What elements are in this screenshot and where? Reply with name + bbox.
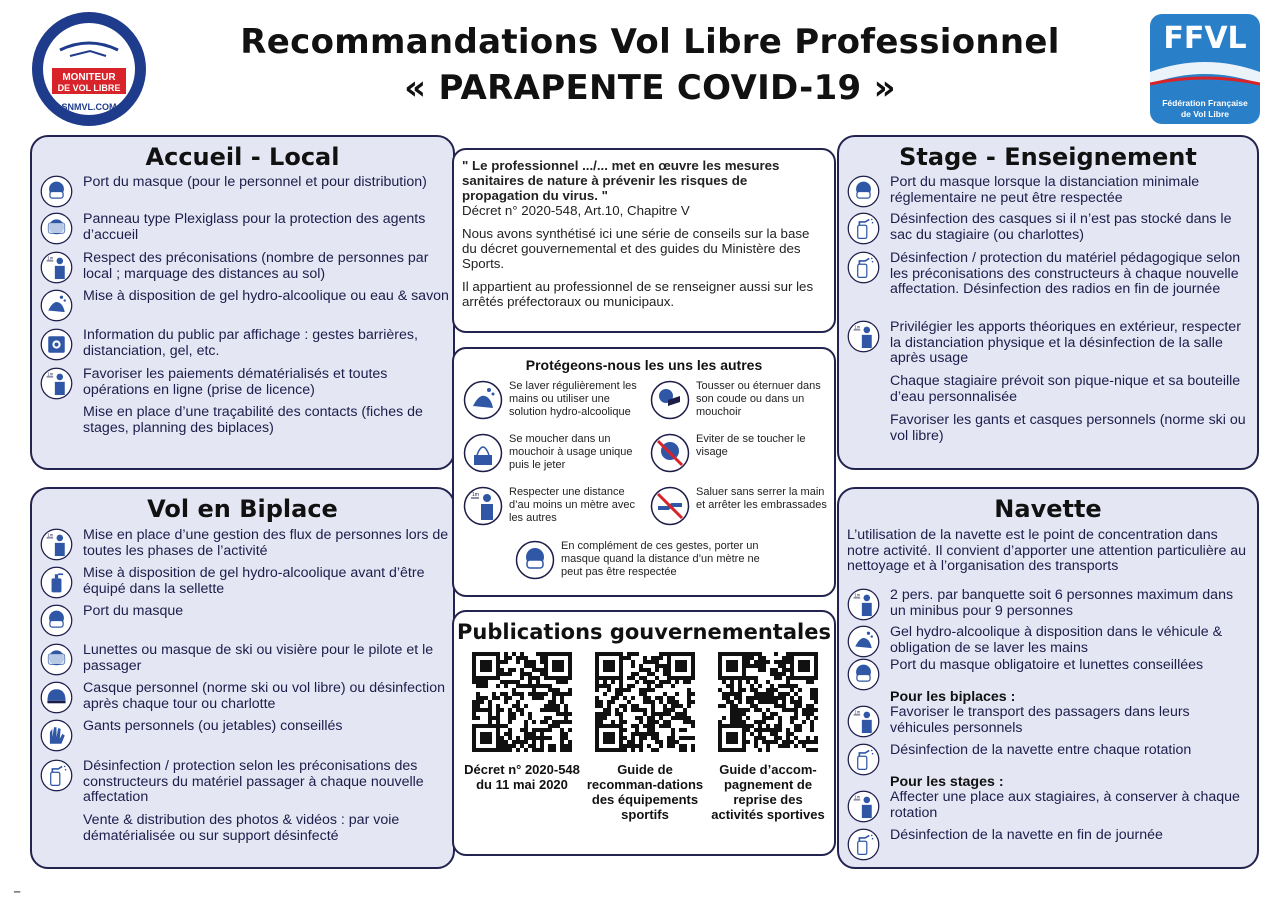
distance-person-icon [847, 320, 880, 353]
svg-text:FFVL: FFVL [1163, 21, 1247, 56]
page-title-line2: « PARAPENTE COVID-19 » [404, 68, 896, 108]
list-item-text: Panneau type Plexiglass pour la protection des agents d’accueil [83, 211, 426, 243]
svg-text:SNMVL.COM: SNMVL.COM [61, 102, 117, 112]
list-item [847, 743, 1252, 776]
svg-text:1m: 1m [472, 492, 479, 498]
spray-icon [847, 212, 880, 245]
publication-caption: Guide d’accom-pagnement de reprise des activités sportives [711, 762, 825, 822]
virus-sign-icon [40, 328, 73, 361]
distance-person-icon [463, 486, 503, 526]
helmet-icon [40, 681, 73, 714]
svg-text:1m: 1m [854, 709, 861, 715]
gesture-item [463, 380, 643, 420]
gesture-item [650, 433, 830, 473]
svg-text:1m: 1m [47, 532, 54, 538]
list-item [40, 367, 450, 400]
gesture-text: Se laver régulièrement les mains ou utiliser une solution hydro-alcoolique [509, 380, 637, 418]
svg-text:1m: 1m [854, 592, 861, 598]
gesture-mask-text: En complément de ces gestes, porter un masque quand la distance d’un mètre ne peut pas être respectée [561, 540, 760, 578]
gesture-item [650, 380, 830, 420]
decree-quote: " Le professionnel .../... met en œuvre les mesures sanitaires de nature à prévenir les risques de propagation du virus. " [462, 158, 780, 203]
distance-person-icon [40, 367, 73, 400]
qr-code-3[interactable] [718, 652, 818, 752]
list-item [847, 658, 1252, 691]
list-item-text: Mise à disposition de gel hydro-alcoolique avant d’être équipé dans la sellette [83, 565, 425, 597]
list-item [40, 175, 450, 208]
list-item-text: Lunettes ou masque de ski ou visière pour le pilote et le passager [83, 642, 434, 674]
list-item-text: Port du masque [83, 603, 184, 619]
list-item-text: Casque personnel (norme ski ou vol libre) ou désinfection après chaque tour ou charlotte [83, 680, 445, 712]
list-item [40, 566, 450, 599]
publication-caption: Décret n° 2020-548 du 11 mai 2020 [464, 762, 580, 792]
mask-face-icon [40, 604, 73, 637]
navette-title: Navette [994, 495, 1102, 523]
list-item [847, 705, 1252, 738]
distance-person-icon [847, 588, 880, 621]
svg-text:1m: 1m [47, 255, 54, 261]
list-item [40, 251, 450, 284]
spray-icon [847, 251, 880, 284]
mask-face-icon [40, 175, 73, 208]
list-item [847, 790, 1252, 823]
list-item-text: Mise en place d’une gestion des flux de personnes lors de toutes les phases de l’activité [83, 527, 449, 559]
svg-text:DE VOL LIBRE: DE VOL LIBRE [57, 83, 121, 93]
hand-wash-icon [847, 625, 880, 658]
list-item-text: Privilégier les apports théoriques en extérieur, respecter la distanciation physique et la désinfection de la salle après usage [890, 319, 1241, 366]
navette-biplaces-heading: Pour les biplaces : [890, 689, 1016, 705]
spray-icon [40, 759, 73, 792]
spray-icon [847, 828, 880, 861]
list-item [40, 681, 450, 714]
list-item-text: Respect des préconisations (nombre de personnes par local ; marquage des distances au sol) [83, 250, 429, 282]
gestures-title: Protégeons-nous les uns les autres [525, 357, 763, 373]
gesture-item [463, 486, 643, 526]
list-item-text: Port du masque obligatoire et lunettes conseillées [890, 657, 1204, 673]
accueil-extra: Mise en place d’une traçabilité des contacts (fiches de stages, planning des biplaces) [83, 404, 423, 436]
navette-stages-heading: Pour les stages : [890, 774, 1004, 790]
glove-icon [40, 719, 73, 752]
cough-elbow-icon [650, 380, 690, 420]
synthesis-paragraph: Nous avons synthétisé ici une série de conseils sur la base du décret gouvernemental et des guides du Ministère des Sports. [462, 226, 810, 271]
list-item-text: Favoriser le transport des passagers dans leurs véhicules personnels [890, 704, 1190, 736]
list-item-text: Gel hydro-alcoolique à disposition dans le véhicule & obligation de se laver les mains [890, 624, 1223, 656]
list-item-text: 2 pers. par banquette soit 6 personnes maximum dans un minibus pour 9 personnes [890, 587, 1234, 619]
svg-text:1m: 1m [47, 371, 54, 377]
list-item-text: Désinfection de la navette en fin de journée [890, 827, 1163, 843]
svg-text:de Vol Libre: de Vol Libre [1180, 109, 1230, 119]
advice-paragraph: Il appartient au professionnel de se renseigner aussi sur les arrêtés préfectoraux ou municipaux. [462, 279, 814, 309]
gesture-text: Eviter de se toucher le visage [696, 433, 806, 458]
decree-quote-box [452, 148, 836, 333]
svg-text:Fédération Française: Fédération Française [1162, 98, 1248, 108]
hand-wash-icon [463, 380, 503, 420]
list-item-text: Désinfection / protection selon les préconisations des constructeurs du matériel passager à chaque nouvelle affectation [83, 758, 424, 805]
svg-text:MONITEUR: MONITEUR [62, 72, 116, 83]
gesture-item [463, 433, 643, 473]
list-item-text: Favoriser les paiements dématérialisés et toutes opérations en ligne (prise de licence) [83, 366, 388, 398]
gesture-text: Saluer sans serrer la main et arrêter les embrassades [696, 486, 827, 511]
hand-wash-icon [40, 289, 73, 322]
accueil-title: Accueil - Local [145, 143, 340, 171]
publication-caption: Guide de recomman-dations des équipements sportifs [586, 762, 704, 822]
list-item-text: Désinfection / protection du matériel pédagogique selon les préconisations des constructeurs à chaque nouvelle affectation. Désinfection des radios en fin de journée [890, 250, 1241, 297]
list-item-text: Port du masque (pour le personnel et pour distribution) [83, 174, 427, 190]
stage-extra-gloves: Favoriser les gants et casques personnels (norme ski ou vol libre) [890, 412, 1246, 444]
biplace-title: Vol en Biplace [147, 495, 338, 523]
list-item [847, 320, 1252, 367]
page-title-line1: Recommandations Vol Libre Professionnel [240, 22, 1060, 62]
list-item [40, 528, 450, 561]
list-item-text: Désinfection de la navette entre chaque rotation [890, 742, 1192, 758]
qr-code-1[interactable] [472, 652, 572, 752]
list-item-text: Port du masque lorsque la distanciation minimale réglementaire ne peut être respectée [890, 174, 1200, 206]
no-face-touch-icon [650, 433, 690, 473]
list-item-text: Mise à disposition de gel hydro-alcoolique ou eau & savon [83, 288, 449, 304]
biplace-extra: Vente & distribution des photos & vidéos : par voie dématérialisée ou sur support désinfecté [83, 812, 400, 844]
navette-intro: L’utilisation de la navette est le point de concentration dans notre activité. Il convient d’apporter une attention particulière au nettoyage et à l’organisation des transports [847, 527, 1247, 574]
list-item [40, 759, 450, 806]
no-handshake-icon [650, 486, 690, 526]
ffvl-logo [1150, 14, 1260, 124]
list-item [40, 212, 450, 245]
gel-bottle-icon [40, 566, 73, 599]
list-item [847, 212, 1252, 245]
svg-text:1m: 1m [854, 794, 861, 800]
list-item [847, 175, 1252, 208]
decree-reference: Décret n° 2020-548, Art.10, Chapitre V [462, 203, 690, 218]
mask-face-icon [847, 175, 880, 208]
mask-face-icon [515, 540, 555, 580]
qr-code-2[interactable] [595, 652, 695, 752]
distance-person-icon [40, 251, 73, 284]
stage-extra-picnic: Chaque stagiaire prévoit son pique-nique et sa bouteille d’eau personnalisée [890, 373, 1241, 405]
list-item [40, 604, 450, 637]
footer-mark: ▔ [14, 892, 21, 901]
list-item [40, 289, 450, 322]
gesture-text: Se moucher dans un mouchoir à usage unique puis le jeter [509, 433, 633, 471]
gesture-text: Respecter une distance d’au moins un mètre avec les autres [509, 486, 635, 524]
mask-face-icon [847, 658, 880, 691]
moniteur-vol-libre-logo [30, 10, 148, 128]
spray-icon [847, 743, 880, 776]
list-item [847, 588, 1252, 621]
list-item [40, 719, 450, 752]
tissue-icon [463, 433, 503, 473]
list-item [40, 328, 450, 361]
list-item-text: Gants personnels (ou jetables) conseillés [83, 718, 343, 734]
list-item-text: Affecter une place aux stagiaires, à conserver à chaque rotation [890, 789, 1240, 821]
gesture-item [650, 486, 830, 526]
stage-title: Stage - Enseignement [899, 143, 1197, 171]
gesture-mask-note [515, 540, 775, 580]
list-item-text: Information du public par affichage : gestes barrières, distanciation, gel, etc. [83, 327, 418, 359]
publications-title: Publications gouvernementales [457, 620, 831, 644]
list-item [40, 643, 450, 676]
distance-person-icon [40, 528, 73, 561]
faceshield-icon [40, 643, 73, 676]
list-item [847, 625, 1252, 658]
distance-person-icon [847, 705, 880, 738]
list-item [847, 251, 1252, 298]
list-item-text: Désinfection des casques si il n’est pas stocké dans le sac du stagiaire (ou charlottes) [890, 211, 1232, 243]
svg-text:1m: 1m [854, 324, 861, 330]
list-item [847, 828, 1252, 861]
faceshield-icon [40, 212, 73, 245]
gesture-text: Tousser ou éternuer dans son coude ou dans un mouchoir [696, 380, 821, 418]
distance-person-icon [847, 790, 880, 823]
